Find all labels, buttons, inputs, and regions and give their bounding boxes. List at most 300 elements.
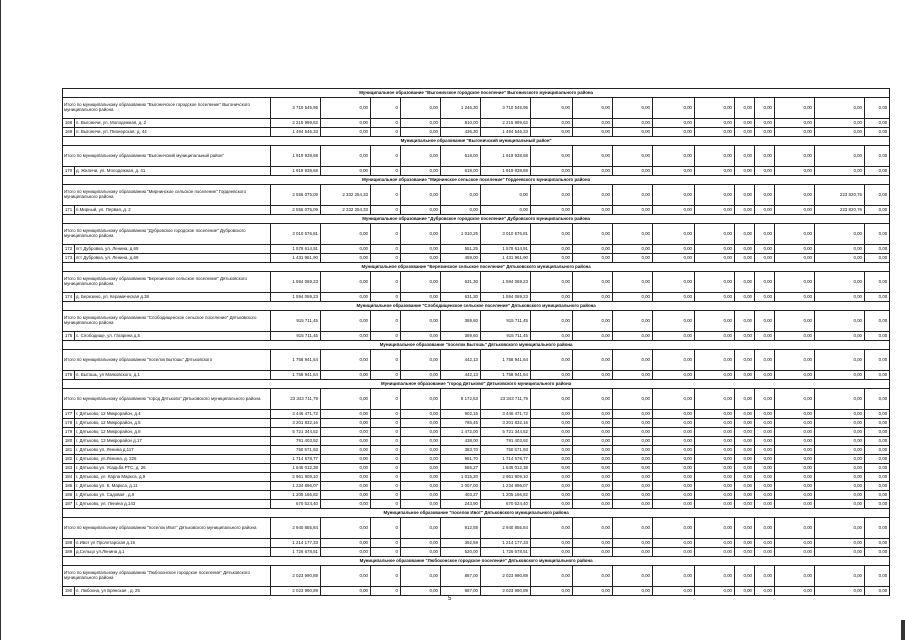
value-cell: 0,00: [573, 455, 613, 464]
summary-value-cell: 0,00: [755, 272, 775, 293]
value-cell: 0,00: [401, 254, 441, 263]
row-number-cell: 169: [63, 128, 75, 137]
value-cell: 0,00: [735, 119, 755, 128]
summary-value-cell: 1 919 938,68: [271, 146, 321, 167]
section-title: Муниципальное образование "Выгоничское городское поселение" Выгоничского муниципального района: [63, 89, 890, 98]
value-cell: 0,00: [695, 473, 735, 482]
table-row: [63, 371, 890, 380]
address-cell: г. Дятьково, 12 Микрорайон, д.5: [75, 419, 271, 428]
value-cell: 0,00: [865, 332, 890, 341]
summary-value-cell: 0,00: [755, 98, 775, 119]
summary-value-cell: 0: [371, 518, 401, 539]
value-cell: 0,00: [735, 410, 755, 419]
summary-value-cell: 0,00: [531, 518, 573, 539]
value-cell: 2 556 075,09: [271, 206, 321, 215]
value-cell: 0,00: [755, 428, 775, 437]
value-cell: 0,00: [755, 539, 775, 548]
value-cell: 0,00: [815, 482, 865, 491]
value-cell: 0,00: [865, 293, 890, 302]
summary-value-cell: 0,00: [321, 311, 371, 332]
value-cell: 0,00: [573, 464, 613, 473]
value-cell: 0,00: [573, 371, 613, 380]
table-row: [63, 332, 890, 341]
value-cell: 2 215 999,62: [481, 119, 531, 128]
summary-value-cell: 1 758 941,64: [481, 350, 531, 371]
value-cell: 0: [371, 119, 401, 128]
value-cell: 0,00: [613, 128, 653, 137]
value-cell: 0,00: [321, 482, 371, 491]
summary-value-cell: 0,00: [613, 272, 653, 293]
address-cell: д.Сельцо ул.Ленина д.1: [75, 548, 271, 557]
table-row: [63, 539, 890, 548]
value-cell: 0,00: [865, 419, 890, 428]
value-cell: 0,00: [755, 167, 775, 176]
summary-value-cell: 0,00: [735, 272, 755, 293]
value-cell: 902,16: [441, 410, 481, 419]
address-cell: г. Дятьково, ул.Ленина, д. 226: [75, 455, 271, 464]
value-cell: 0,00: [573, 254, 613, 263]
row-number-cell: 178: [63, 419, 75, 428]
value-cell: 0,00: [613, 254, 653, 263]
table-row: [63, 167, 890, 176]
value-cell: 0,00: [865, 371, 890, 380]
value-cell: 0,00: [573, 437, 613, 446]
table-row: [63, 245, 890, 254]
value-cell: 0,00: [653, 245, 695, 254]
value-cell: 0,00: [735, 437, 755, 446]
value-cell: 0,00: [695, 410, 735, 419]
summary-value-cell: 0: [371, 98, 401, 119]
table-row: [63, 419, 890, 428]
address-cell: пгт Дубровка, ул. Ленина, д.69: [75, 254, 271, 263]
summary-value-cell: 0,00: [613, 224, 653, 245]
value-cell: 618,00: [441, 167, 481, 176]
value-cell: 0,00: [775, 464, 815, 473]
summary-value-cell: 0,00: [735, 98, 755, 119]
summary-value-cell: 0,00: [755, 518, 775, 539]
row-number-cell: 188: [63, 539, 75, 548]
value-cell: 0,00: [815, 437, 865, 446]
value-cell: 565,27: [441, 464, 481, 473]
value-cell: 392,59: [441, 539, 481, 548]
value-cell: 0,00: [321, 410, 371, 419]
summary-value-cell: 0,00: [613, 146, 653, 167]
summary-value-cell: 0,00: [775, 518, 815, 539]
summary-value-cell: 369,60: [441, 311, 481, 332]
page-number: 5: [448, 596, 452, 602]
summary-value-cell: 0,00: [653, 146, 695, 167]
row-number-cell: 176: [63, 371, 75, 380]
value-cell: 0,00: [613, 206, 653, 215]
summary-value-cell: 8 172,63: [441, 389, 481, 410]
value-cell: 0,00: [735, 128, 755, 137]
table-row: [63, 587, 890, 596]
value-cell: 0,00: [401, 491, 441, 500]
summary-value-cell: 1 246,30: [441, 98, 481, 119]
value-cell: 0,00: [735, 428, 755, 437]
value-cell: 3 201 832,16: [271, 419, 321, 428]
value-cell: 961,70: [441, 455, 481, 464]
summary-value-cell: 3 710 545,95: [271, 98, 321, 119]
section-title: Муниципальное образование "поселок Бытошь" Дятьковского муниципального района: [63, 341, 890, 350]
value-cell: 0,00: [531, 500, 573, 509]
value-cell: 0,00: [573, 587, 613, 596]
summary-value-cell: 0,00: [321, 224, 371, 245]
value-cell: 0,00: [531, 167, 573, 176]
value-cell: 0: [371, 539, 401, 548]
row-number-cell: 180: [63, 437, 75, 446]
summary-value-cell: 0,00: [531, 311, 573, 332]
summary-row: [63, 98, 890, 119]
value-cell: 0,00: [401, 410, 441, 419]
value-cell: 0,00: [531, 119, 573, 128]
section-title: Муниципальное образование "город Дятьково" Дятьковского муниципального района: [63, 380, 890, 389]
value-cell: 0,00: [531, 548, 573, 557]
summary-value-cell: 0,00: [695, 224, 735, 245]
table-row: [63, 464, 890, 473]
value-cell: 1 726 678,51: [481, 548, 531, 557]
value-cell: 223 820,76: [815, 206, 865, 215]
summary-value-cell: 0,00: [865, 518, 890, 539]
summary-label: Итого по муниципальному образованию "поселок Бытошь" Дятьковского: [63, 350, 271, 371]
value-cell: 0,00: [865, 539, 890, 548]
summary-value-cell: 0,00: [865, 146, 890, 167]
value-cell: 1 594 069,23: [481, 293, 531, 302]
value-cell: 0,00: [531, 206, 573, 215]
summary-value-cell: 0,00: [865, 272, 890, 293]
value-cell: 0,00: [775, 446, 815, 455]
table-row: [63, 491, 890, 500]
value-cell: 0,00: [613, 437, 653, 446]
value-cell: 0,00: [401, 245, 441, 254]
value-cell: 0,00: [815, 128, 865, 137]
value-cell: 0,00: [775, 167, 815, 176]
summary-label: Итого по муниципальному образованию "Любохонское городское поселение" Дятьковского муниципального района: [63, 566, 271, 587]
summary-value-cell: 0,00: [531, 98, 573, 119]
value-cell: 0,00: [653, 482, 695, 491]
value-cell: 0,00: [321, 167, 371, 176]
value-cell: 0,00: [695, 371, 735, 380]
summary-value-cell: 0,00: [653, 518, 695, 539]
value-cell: 0,00: [401, 419, 441, 428]
address-cell: д. Березино, ул. Керамическая д.38: [75, 293, 271, 302]
value-cell: 0,00: [653, 446, 695, 455]
value-cell: 0,00: [321, 455, 371, 464]
value-cell: 0,00: [613, 410, 653, 419]
table-row: [63, 500, 890, 509]
summary-value-cell: 0,00: [775, 272, 815, 293]
summary-label: Итого по муниципальному образованию "Мирнинское сельское поселение" Гордеевского муниципального района: [63, 185, 271, 206]
value-cell: 1 645 012,38: [481, 464, 531, 473]
summary-value-cell: 0,00: [401, 185, 441, 206]
summary-value-cell: 0,00: [653, 224, 695, 245]
section-title: Муниципальное образование "Мирнинское сельское поселение" Гордеевского муниципального района: [63, 176, 890, 185]
value-cell: 0,00: [735, 332, 755, 341]
scan-edge-line: [0, 0, 1, 640]
summary-value-cell: 0,00: [735, 350, 755, 371]
section-title: Муниципальное образование "Выгоничский муниципальный район": [63, 137, 890, 146]
value-cell: 0,00: [573, 206, 613, 215]
summary-value-cell: 0,00: [815, 566, 865, 587]
summary-value-cell: 0,00: [401, 311, 441, 332]
value-cell: 0,00: [865, 473, 890, 482]
value-cell: 0: [371, 587, 401, 596]
value-cell: 0,00: [695, 428, 735, 437]
value-cell: 0,00: [695, 206, 735, 215]
summary-row: [63, 185, 890, 206]
summary-value-cell: 0,00: [755, 224, 775, 245]
value-cell: 0,00: [613, 119, 653, 128]
row-number-cell: 179: [63, 428, 75, 437]
value-cell: 0,00: [775, 245, 815, 254]
value-cell: 750 571,93: [481, 446, 531, 455]
value-cell: 0,00: [531, 473, 573, 482]
summary-value-cell: 0,00: [865, 185, 890, 206]
value-cell: 1 431 961,90: [271, 254, 321, 263]
value-cell: 0,00: [865, 455, 890, 464]
summary-value-cell: 0,00: [865, 98, 890, 119]
summary-value-cell: 0,00: [613, 185, 653, 206]
value-cell: 0,00: [321, 473, 371, 482]
value-cell: 2 961 909,10: [271, 473, 321, 482]
summary-value-cell: 0,00: [531, 389, 573, 410]
value-cell: 0,00: [573, 548, 613, 557]
summary-value-cell: 2 023 990,89: [481, 566, 531, 587]
value-cell: 0,00: [573, 473, 613, 482]
value-cell: 2 215 999,62: [271, 119, 321, 128]
value-cell: 0,00: [441, 206, 481, 215]
summary-value-cell: 0,00: [775, 224, 815, 245]
summary-value-cell: 0,00: [755, 389, 775, 410]
summary-value-cell: 0,00: [695, 272, 735, 293]
value-cell: 0,00: [653, 410, 695, 419]
value-cell: 0,00: [401, 587, 441, 596]
value-cell: 0: [371, 464, 401, 473]
value-cell: 0,00: [653, 539, 695, 548]
value-cell: 0,00: [735, 245, 755, 254]
summary-value-cell: 23 343 711,79: [271, 389, 321, 410]
value-cell: 0,00: [815, 473, 865, 482]
value-cell: 0,00: [775, 419, 815, 428]
value-cell: 0,00: [815, 587, 865, 596]
summary-value-cell: 0,00: [653, 272, 695, 293]
summary-value-cell: 0,00: [735, 311, 755, 332]
value-cell: 5 721 344,52: [271, 428, 321, 437]
summary-value-cell: 915 711,45: [271, 311, 321, 332]
value-cell: 0,00: [775, 548, 815, 557]
value-cell: 403,27: [441, 491, 481, 500]
summary-value-cell: 887,00: [441, 566, 481, 587]
summary-value-cell: 2 556 075,09: [271, 185, 321, 206]
value-cell: 0,00: [531, 254, 573, 263]
value-cell: 1 714 578,77: [271, 455, 321, 464]
summary-value-cell: 0,00: [815, 272, 865, 293]
value-cell: 750 571,93: [271, 446, 321, 455]
value-cell: 0,00: [695, 167, 735, 176]
value-cell: 1 758 941,64: [271, 371, 321, 380]
value-cell: 0,00: [613, 245, 653, 254]
summary-value-cell: 0,00: [695, 98, 735, 119]
value-cell: 0,00: [653, 428, 695, 437]
value-cell: 0,00: [321, 371, 371, 380]
summary-value-cell: 0,00: [775, 566, 815, 587]
summary-value-cell: 0,00: [481, 185, 531, 206]
summary-value-cell: 0,00: [573, 98, 613, 119]
value-cell: 0,00: [573, 293, 613, 302]
value-cell: 369,60: [441, 332, 481, 341]
value-cell: 0,00: [815, 539, 865, 548]
value-cell: 0: [371, 473, 401, 482]
summary-value-cell: 0,00: [755, 566, 775, 587]
summary-value-cell: 0,00: [401, 518, 441, 539]
value-cell: 2 023 990,89: [481, 587, 531, 596]
section-header-row: [63, 176, 890, 185]
value-cell: 0,00: [755, 500, 775, 509]
value-cell: 0,00: [401, 548, 441, 557]
value-cell: 0,00: [815, 332, 865, 341]
summary-value-cell: 0,00: [401, 389, 441, 410]
value-cell: 0,00: [531, 419, 573, 428]
value-cell: 0,00: [865, 482, 890, 491]
summary-value-cell: 1 919 938,68: [481, 146, 531, 167]
value-cell: 0,00: [735, 371, 755, 380]
summary-row: [63, 389, 890, 410]
table-body: [63, 89, 890, 596]
summary-value-cell: 0,00: [573, 185, 613, 206]
value-cell: 670 524,40: [271, 500, 321, 509]
summary-value-cell: 0,00: [401, 146, 441, 167]
summary-value-cell: 1 594 069,23: [481, 272, 531, 293]
value-cell: 0,00: [735, 464, 755, 473]
value-cell: 0,00: [735, 587, 755, 596]
value-cell: 0,00: [865, 428, 890, 437]
value-cell: 1 431 961,90: [481, 254, 531, 263]
summary-value-cell: 1 010,25: [441, 224, 481, 245]
summary-value-cell: 0,00: [573, 518, 613, 539]
value-cell: 0,00: [321, 446, 371, 455]
value-cell: 0,00: [573, 428, 613, 437]
summary-value-cell: 912,59: [441, 518, 481, 539]
value-cell: 0,00: [755, 455, 775, 464]
value-cell: 0,00: [775, 587, 815, 596]
summary-value-cell: 0,00: [531, 566, 573, 587]
value-cell: 1 645 012,38: [271, 464, 321, 473]
section-header-row: [63, 509, 890, 518]
value-cell: 0,00: [653, 548, 695, 557]
value-cell: 785,45: [441, 419, 481, 428]
value-cell: 0,00: [401, 464, 441, 473]
value-cell: 0,00: [815, 119, 865, 128]
value-cell: 0,00: [613, 455, 653, 464]
value-cell: 0,00: [531, 410, 573, 419]
value-cell: 0,00: [613, 491, 653, 500]
row-number-cell: 182: [63, 455, 75, 464]
value-cell: 0,00: [573, 128, 613, 137]
value-cell: 0,00: [755, 446, 775, 455]
summary-value-cell: 0,00: [755, 146, 775, 167]
summary-row: [63, 566, 890, 587]
summary-value-cell: 0,00: [401, 272, 441, 293]
value-cell: 0,00: [573, 491, 613, 500]
value-cell: 0,00: [531, 371, 573, 380]
value-cell: 0,00: [865, 587, 890, 596]
summary-label: Итого по муниципальному образованию "Березинское сельское поселение" Дятьковского муниципального района: [63, 272, 271, 293]
value-cell: 0,00: [755, 410, 775, 419]
value-cell: 0,00: [815, 371, 865, 380]
section-header-row: [63, 89, 890, 98]
summary-value-cell: 0,00: [815, 224, 865, 245]
value-cell: 0,00: [755, 548, 775, 557]
summary-value-cell: 0,00: [695, 518, 735, 539]
value-cell: 0,00: [775, 491, 815, 500]
summary-value-cell: 0,00: [531, 272, 573, 293]
summary-value-cell: 0,00: [735, 389, 755, 410]
value-cell: 0,00: [775, 254, 815, 263]
summary-value-cell: 0,00: [695, 566, 735, 587]
value-cell: 0,00: [775, 500, 815, 509]
summary-value-cell: 0,00: [695, 311, 735, 332]
summary-value-cell: 0,00: [775, 98, 815, 119]
value-cell: 0,00: [815, 491, 865, 500]
row-number-cell: 177: [63, 410, 75, 419]
value-cell: 0,00: [775, 539, 815, 548]
section-header-row: [63, 380, 890, 389]
summary-value-cell: 0,00: [775, 389, 815, 410]
value-cell: 0,00: [735, 548, 755, 557]
value-cell: 0,00: [401, 437, 441, 446]
value-cell: 0,00: [321, 128, 371, 137]
value-cell: 0,00: [695, 548, 735, 557]
value-cell: 0,00: [695, 128, 735, 137]
value-cell: 1 214 177,33: [481, 539, 531, 548]
value-cell: 0,00: [755, 419, 775, 428]
summary-value-cell: 0,00: [695, 146, 735, 167]
value-cell: 1 015,20: [441, 473, 481, 482]
value-cell: 0,00: [865, 245, 890, 254]
value-cell: 1 578 614,91: [481, 245, 531, 254]
value-cell: 0,00: [735, 473, 755, 482]
value-cell: 0,00: [653, 128, 695, 137]
value-cell: 1 919 938,68: [481, 167, 531, 176]
table-row: [63, 437, 890, 446]
value-cell: 0,00: [613, 482, 653, 491]
summary-value-cell: 0,00: [613, 389, 653, 410]
value-cell: 0: [371, 254, 401, 263]
value-cell: 0,00: [755, 254, 775, 263]
value-cell: 0,00: [755, 464, 775, 473]
summary-value-cell: 0,00: [735, 224, 755, 245]
value-cell: 1 234 896,07: [481, 482, 531, 491]
value-cell: 0,00: [653, 371, 695, 380]
value-cell: 0,00: [735, 500, 755, 509]
summary-value-cell: 0,00: [573, 146, 613, 167]
value-cell: 1 594 069,23: [271, 293, 321, 302]
value-cell: 0,00: [401, 428, 441, 437]
summary-value-cell: 2 023 990,89: [271, 566, 321, 587]
summary-value-cell: 3 010 576,81: [271, 224, 321, 245]
value-cell: 0,00: [695, 119, 735, 128]
address-cell: г. Дятьково, 12 Микрорайон, д.8: [75, 428, 271, 437]
value-cell: 0,00: [695, 464, 735, 473]
value-cell: 0,00: [401, 332, 441, 341]
address-cell: п. Выгоничи, ул. Молодежная, д. 2: [75, 119, 271, 128]
summary-label: Итого по муниципальному образованию "Слободищенское сельское поселение" Дятьковского муниципального района: [63, 311, 271, 332]
row-number-cell: 168: [63, 119, 75, 128]
value-cell: 0,00: [531, 332, 573, 341]
value-cell: 0,00: [401, 482, 441, 491]
value-cell: 0,00: [653, 437, 695, 446]
value-cell: 0,00: [613, 371, 653, 380]
